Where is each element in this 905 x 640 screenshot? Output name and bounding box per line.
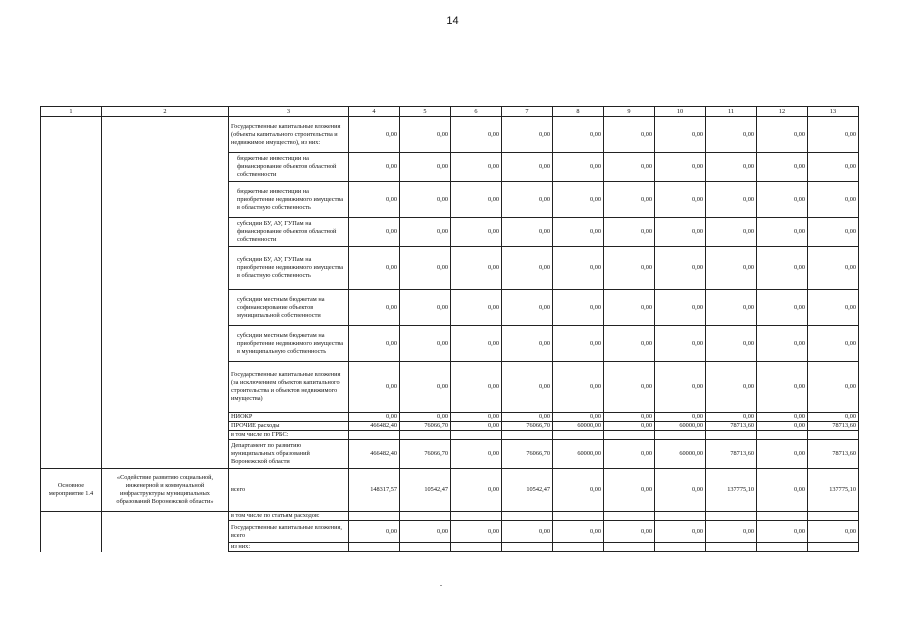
header-cell: 4 — [349, 107, 400, 117]
value-cell: 0,00 — [451, 469, 502, 512]
value-cell: 0,00 — [808, 290, 859, 326]
activity-code-cell — [41, 521, 102, 543]
value-cell — [808, 512, 859, 521]
value-cell — [349, 543, 400, 552]
row-label-cell: субсидии местным бюджетам на приобретение недвижимого имущества в муниципальную собственность — [229, 326, 349, 362]
activity-code-cell — [41, 431, 102, 440]
value-cell: 0,00 — [553, 413, 604, 422]
value-cell: 0,00 — [808, 182, 859, 218]
value-cell: 0,00 — [757, 218, 808, 247]
activity-code-cell — [41, 247, 102, 290]
table-row — [41, 431, 859, 440]
value-cell: 0,00 — [451, 521, 502, 543]
value-cell: 0,00 — [349, 362, 400, 413]
header-cell: 1 — [41, 107, 102, 117]
header-cell: 8 — [553, 107, 604, 117]
table-row — [41, 440, 859, 469]
row-label-cell: Государственные капитальные вложения (объекты капитального строительства и недвижимое имущество), из них: — [229, 117, 349, 153]
row-label-cell: всего — [229, 469, 349, 512]
value-cell: 0,00 — [451, 290, 502, 326]
value-cell: 76066,70 — [400, 422, 451, 431]
value-cell: 0,00 — [757, 247, 808, 290]
row-label-cell: субсидии местным бюджетам на софинансирование объектов муниципальной собственности — [229, 290, 349, 326]
value-cell: 78713,60 — [706, 422, 757, 431]
table-row — [41, 290, 859, 326]
value-cell: 0,00 — [604, 469, 655, 512]
activity-code-cell — [41, 218, 102, 247]
value-cell: 0,00 — [757, 413, 808, 422]
value-cell: 0,00 — [502, 218, 553, 247]
activity-name-cell — [102, 326, 229, 362]
activity-code-cell — [41, 153, 102, 182]
activity-code-cell — [41, 512, 102, 521]
value-cell: 0,00 — [349, 182, 400, 218]
row-label-cell: ПРОЧИЕ расходы — [229, 422, 349, 431]
value-cell: 0,00 — [706, 326, 757, 362]
value-cell: 0,00 — [553, 117, 604, 153]
row-label-cell: Государственные капитальные вложения (за исключением объектов капитального строительства и объектов недвижимого имущества) — [229, 362, 349, 413]
value-cell: 0,00 — [553, 247, 604, 290]
value-cell: 78713,60 — [808, 440, 859, 469]
value-cell: 0,00 — [706, 362, 757, 413]
value-cell: 0,00 — [400, 218, 451, 247]
value-cell: 0,00 — [349, 521, 400, 543]
activity-code-cell — [41, 413, 102, 422]
value-cell: 0,00 — [808, 413, 859, 422]
activity-code-cell — [41, 117, 102, 153]
value-cell: 0,00 — [655, 182, 706, 218]
value-cell: 0,00 — [400, 153, 451, 182]
value-cell: 0,00 — [451, 326, 502, 362]
activity-name-cell — [102, 543, 229, 552]
table-row — [41, 521, 859, 543]
value-cell — [400, 543, 451, 552]
value-cell: 0,00 — [655, 521, 706, 543]
value-cell: 0,00 — [706, 182, 757, 218]
value-cell: 0,00 — [502, 182, 553, 218]
value-cell: 0,00 — [808, 521, 859, 543]
value-cell — [553, 512, 604, 521]
activity-name-cell — [102, 218, 229, 247]
activity-name-cell — [102, 362, 229, 413]
value-cell — [604, 543, 655, 552]
value-cell: 0,00 — [400, 413, 451, 422]
activity-name-cell — [102, 117, 229, 153]
value-cell: 0,00 — [451, 117, 502, 153]
activity-name-cell — [102, 413, 229, 422]
value-cell: 0,00 — [349, 117, 400, 153]
value-cell — [553, 543, 604, 552]
value-cell: 0,00 — [655, 117, 706, 153]
header-cell: 13 — [808, 107, 859, 117]
value-cell: 466482,40 — [349, 422, 400, 431]
value-cell: 0,00 — [757, 290, 808, 326]
value-cell: 0,00 — [451, 422, 502, 431]
table-row — [41, 218, 859, 247]
value-cell: 60000,00 — [655, 440, 706, 469]
table-row — [41, 117, 859, 153]
value-cell — [502, 512, 553, 521]
activity-code-cell — [41, 362, 102, 413]
value-cell: 10542,47 — [400, 469, 451, 512]
header-cell: 6 — [451, 107, 502, 117]
value-cell: 0,00 — [808, 218, 859, 247]
activity-code-cell: Основное мероприятие 1.4 — [41, 469, 102, 512]
value-cell: 0,00 — [655, 290, 706, 326]
header-cell: 2 — [102, 107, 229, 117]
value-cell: 0,00 — [757, 469, 808, 512]
activity-name-cell — [102, 440, 229, 469]
value-cell: 0,00 — [553, 521, 604, 543]
value-cell: 0,00 — [349, 413, 400, 422]
activity-name-cell: «Содействие развитию социальной, инженерной и коммунальной инфраструктуры муниципальных образований Воронежской области» — [102, 469, 229, 512]
header-cell: 9 — [604, 107, 655, 117]
value-cell: 0,00 — [451, 247, 502, 290]
value-cell: 0,00 — [757, 521, 808, 543]
value-cell: 0,00 — [400, 182, 451, 218]
table-row — [41, 512, 859, 521]
value-cell: 0,00 — [400, 326, 451, 362]
value-cell: 0,00 — [400, 521, 451, 543]
table-row — [41, 543, 859, 552]
table-row — [41, 182, 859, 218]
budget-table — [40, 106, 859, 552]
value-cell: 0,00 — [808, 362, 859, 413]
activity-name-cell — [102, 153, 229, 182]
value-cell — [706, 431, 757, 440]
activity-code-cell — [41, 326, 102, 362]
value-cell: 10542,47 — [502, 469, 553, 512]
value-cell — [553, 431, 604, 440]
value-cell: 0,00 — [655, 326, 706, 362]
value-cell: 0,00 — [655, 218, 706, 247]
value-cell: 0,00 — [349, 153, 400, 182]
row-label-cell: НИОКР — [229, 413, 349, 422]
row-label-cell: субсидии БУ, АУ, ГУПам на финансирование объектов областной собственности — [229, 218, 349, 247]
value-cell: 0,00 — [553, 326, 604, 362]
header-cell: 7 — [502, 107, 553, 117]
value-cell: 0,00 — [553, 362, 604, 413]
value-cell: 0,00 — [808, 326, 859, 362]
value-cell: 0,00 — [451, 182, 502, 218]
value-cell: 148317,57 — [349, 469, 400, 512]
value-cell — [706, 543, 757, 552]
row-label-cell: Департамент по развитию муниципальных образований Воронежской области — [229, 440, 349, 469]
value-cell: 0,00 — [757, 422, 808, 431]
value-cell: 0,00 — [553, 182, 604, 218]
activity-code-cell — [41, 440, 102, 469]
value-cell: 0,00 — [553, 290, 604, 326]
value-cell: 0,00 — [757, 440, 808, 469]
value-cell — [604, 431, 655, 440]
value-cell: 0,00 — [604, 422, 655, 431]
value-cell — [604, 512, 655, 521]
value-cell: 137775,10 — [808, 469, 859, 512]
table-row — [41, 413, 859, 422]
value-cell — [451, 431, 502, 440]
value-cell — [808, 431, 859, 440]
value-cell: 0,00 — [808, 247, 859, 290]
value-cell: 0,00 — [604, 413, 655, 422]
row-label-cell: субсидии БУ, АУ, ГУПам на приобретение недвижимого имущества в областную собственность — [229, 247, 349, 290]
value-cell: 0,00 — [502, 290, 553, 326]
value-cell: 0,00 — [706, 218, 757, 247]
value-cell: 0,00 — [451, 218, 502, 247]
table-row — [41, 469, 859, 512]
value-cell — [502, 543, 553, 552]
table-row — [41, 153, 859, 182]
row-label-cell: из них: — [229, 543, 349, 552]
value-cell — [451, 543, 502, 552]
value-cell — [655, 431, 706, 440]
row-label-cell: Государственные капитальные вложения, всего — [229, 521, 349, 543]
table-row — [41, 362, 859, 413]
value-cell: 60000,00 — [553, 440, 604, 469]
value-cell — [349, 512, 400, 521]
header-cell: 11 — [706, 107, 757, 117]
value-cell: 137775,10 — [706, 469, 757, 512]
value-cell: 0,00 — [706, 413, 757, 422]
value-cell: 0,00 — [757, 326, 808, 362]
value-cell: 0,00 — [757, 153, 808, 182]
value-cell: 0,00 — [349, 290, 400, 326]
value-cell: 0,00 — [349, 218, 400, 247]
value-cell: 0,00 — [400, 362, 451, 413]
header-cell: 5 — [400, 107, 451, 117]
value-cell: 76066,70 — [400, 440, 451, 469]
row-label-cell: в том числе по статьям расходов: — [229, 512, 349, 521]
value-cell: 0,00 — [655, 247, 706, 290]
value-cell: 76066,70 — [502, 440, 553, 469]
activity-name-cell — [102, 521, 229, 543]
value-cell: 0,00 — [604, 117, 655, 153]
value-cell: 0,00 — [502, 362, 553, 413]
table-row — [41, 422, 859, 431]
activity-code-cell — [41, 290, 102, 326]
activity-name-cell — [102, 431, 229, 440]
value-cell: 60000,00 — [655, 422, 706, 431]
value-cell: 0,00 — [706, 117, 757, 153]
value-cell — [757, 431, 808, 440]
value-cell: 0,00 — [655, 413, 706, 422]
value-cell: 0,00 — [451, 362, 502, 413]
value-cell: 78713,60 — [706, 440, 757, 469]
value-cell — [655, 543, 706, 552]
row-label-cell: бюджетные инвестиции на финансирование объектов областной собственности — [229, 153, 349, 182]
value-cell: 0,00 — [808, 117, 859, 153]
value-cell: 0,00 — [604, 326, 655, 362]
value-cell: 0,00 — [604, 218, 655, 247]
activity-name-cell — [102, 422, 229, 431]
table-row — [41, 326, 859, 362]
activity-name-cell — [102, 182, 229, 218]
page-number: 14 — [446, 15, 459, 27]
value-cell: 0,00 — [400, 247, 451, 290]
value-cell: 466482,40 — [349, 440, 400, 469]
value-cell: 0,00 — [451, 413, 502, 422]
activity-code-cell — [41, 422, 102, 431]
header-cell: 10 — [655, 107, 706, 117]
value-cell — [451, 512, 502, 521]
activity-name-cell — [102, 512, 229, 521]
activity-code-cell — [41, 182, 102, 218]
value-cell: 0,00 — [553, 218, 604, 247]
value-cell: 0,00 — [757, 182, 808, 218]
value-cell: 0,00 — [808, 153, 859, 182]
value-cell: 0,00 — [502, 521, 553, 543]
value-cell: 0,00 — [604, 362, 655, 413]
header-cell: 3 — [229, 107, 349, 117]
value-cell: 0,00 — [502, 247, 553, 290]
value-cell: 0,00 — [502, 326, 553, 362]
value-cell: 0,00 — [349, 247, 400, 290]
value-cell: 0,00 — [706, 247, 757, 290]
value-cell: 0,00 — [655, 469, 706, 512]
value-cell — [502, 431, 553, 440]
value-cell — [400, 431, 451, 440]
value-cell — [349, 431, 400, 440]
value-cell: 0,00 — [400, 117, 451, 153]
value-cell: 0,00 — [706, 521, 757, 543]
value-cell — [808, 543, 859, 552]
value-cell: 0,00 — [604, 440, 655, 469]
value-cell — [400, 512, 451, 521]
value-cell: 78713,60 — [808, 422, 859, 431]
value-cell: 0,00 — [604, 182, 655, 218]
value-cell: 0,00 — [604, 153, 655, 182]
value-cell: 0,00 — [553, 153, 604, 182]
table-row — [41, 247, 859, 290]
activity-name-cell — [102, 290, 229, 326]
value-cell: 0,00 — [400, 290, 451, 326]
activity-code-cell — [41, 543, 102, 552]
value-cell — [757, 512, 808, 521]
value-cell: 0,00 — [502, 117, 553, 153]
table-header-row — [41, 107, 859, 117]
value-cell: 0,00 — [451, 153, 502, 182]
row-label-cell: в том числе по ГРБС: — [229, 431, 349, 440]
activity-name-cell — [102, 247, 229, 290]
row-label-cell: бюджетные инвестиции на приобретение недвижимого имущества в областную собственность — [229, 182, 349, 218]
scan-speck — [440, 585, 442, 586]
value-cell: 0,00 — [655, 362, 706, 413]
value-cell: 0,00 — [553, 469, 604, 512]
value-cell: 0,00 — [604, 290, 655, 326]
value-cell: 0,00 — [706, 153, 757, 182]
value-cell: 60000,00 — [553, 422, 604, 431]
value-cell: 0,00 — [349, 326, 400, 362]
value-cell: 0,00 — [604, 521, 655, 543]
value-cell — [655, 512, 706, 521]
header-cell: 12 — [757, 107, 808, 117]
value-cell: 0,00 — [655, 153, 706, 182]
value-cell — [757, 543, 808, 552]
value-cell: 0,00 — [757, 117, 808, 153]
value-cell: 0,00 — [451, 440, 502, 469]
value-cell: 76066,70 — [502, 422, 553, 431]
value-cell: 0,00 — [604, 247, 655, 290]
value-cell — [706, 512, 757, 521]
value-cell: 0,00 — [706, 290, 757, 326]
value-cell: 0,00 — [502, 413, 553, 422]
value-cell: 0,00 — [757, 362, 808, 413]
value-cell: 0,00 — [502, 153, 553, 182]
